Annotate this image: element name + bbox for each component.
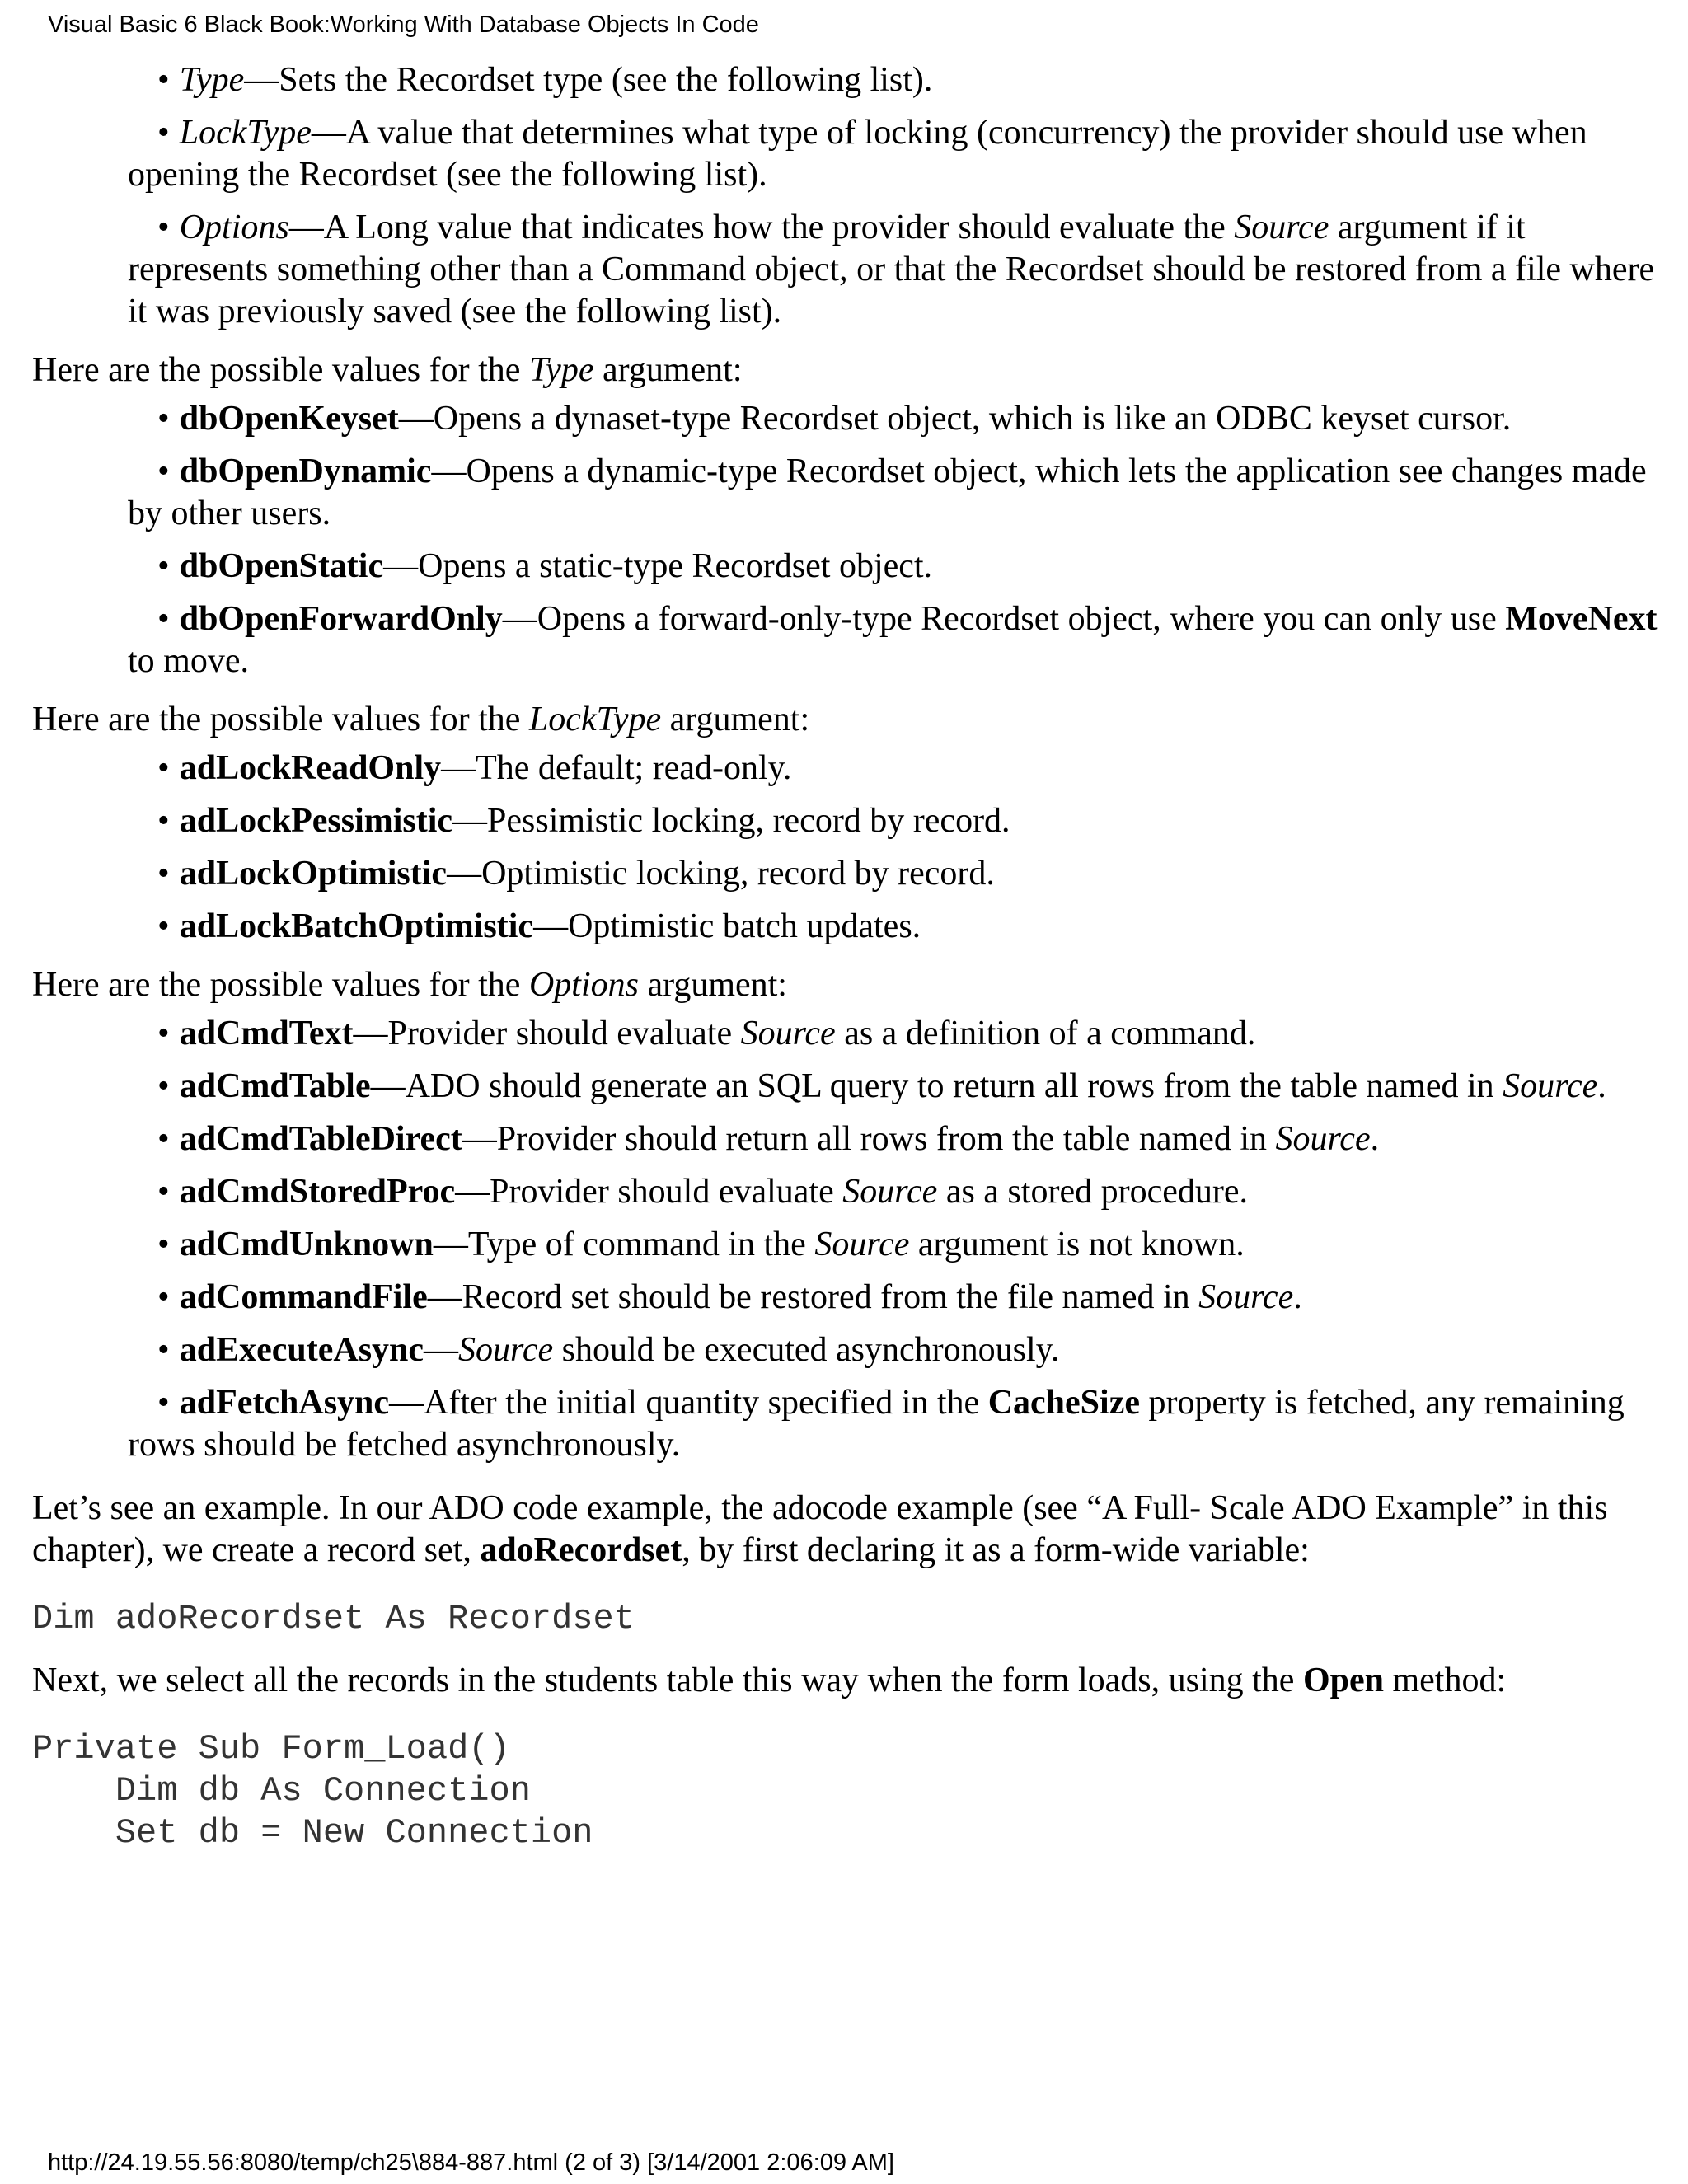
value-name: adCommandFile [179,1278,428,1316]
code-block-declaration: Dim adoRecordset As Recordset [32,1599,635,1638]
list-item: • adLockReadOnly—The default; read-only. [157,749,792,787]
code-block-form-load: Private Sub Form_Load() Dim db As Connection Set db = New Connection [32,1729,593,1853]
page-footer-url: http://24.19.55.56:8080/temp/ch25\884-887.html (2 of 3) [3/14/2001 2:06:09 AM] [48,2149,894,2176]
value-name: adExecuteAsync [179,1331,424,1369]
document-body [32,59,1660,1874]
param-term: Type [179,61,245,99]
list-item: • dbOpenDynamic—Opens a dynamic-type Recordset object, which lets the application see changes made by other users. [128,452,1647,532]
param-term: LockType [179,114,312,152]
lock-values-list [32,748,1660,948]
options-intro: Here are the possible values for the Options argument: [32,966,787,1004]
value-name: adCmdUnknown [179,1226,434,1263]
value-name: adCmdText [179,1015,354,1052]
value-name: adLockReadOnly [179,749,442,787]
bullet: • [157,114,170,152]
value-name: adLockPessimistic [179,802,453,840]
list-item: • adFetchAsync—After the initial quantity specified in the CacheSize property is fetched, any remaining rows should be fetched asynchronously. [128,1384,1625,1464]
param-term: Options [179,209,289,246]
lock-intro: Here are the possible values for the LockType argument: [32,701,810,738]
type-values-list [32,398,1660,682]
type-intro: Here are the possible values for the Type argument: [32,351,743,389]
list-item: • adLockBatchOptimistic—Optimistic batch updates. [157,907,921,945]
parameter-list [32,59,1660,333]
value-name: dbOpenDynamic [179,452,432,490]
list-item: • adCmdTableDirect—Provider should return all rows from the table named in Source. [157,1120,1380,1158]
value-name: adFetchAsync [179,1384,390,1422]
list-item: • dbOpenStatic—Opens a static-type Recordset object. [157,547,933,585]
value-name: dbOpenForwardOnly [179,600,503,638]
bullet: • [157,61,170,99]
list-item: • adCommandFile—Record set should be restored from the file named in Source. [157,1278,1302,1316]
list-item: • adCmdTable—ADO should generate an SQL query to return all rows from the table named in Source. [157,1067,1606,1105]
bullet: • [157,209,170,246]
value-name: adLockBatchOptimistic [179,907,534,945]
list-item: • adCmdStoredProc—Provider should evaluate Source as a stored procedure. [157,1173,1248,1211]
value-name: adCmdStoredProc [179,1173,456,1211]
list-item: • dbOpenKeyset—Opens a dynaset-type Recordset object, which is like an ODBC keyset cursor. [157,400,1512,438]
list-item: • adExecuteAsync—Source should be executed asynchronously. [157,1331,1060,1369]
list-item: • Type—Sets the Recordset type (see the following list). [157,61,933,99]
value-name: adLockOptimistic [179,855,448,893]
value-name: adCmdTable [179,1067,371,1105]
value-name: dbOpenKeyset [179,400,399,438]
example-paragraph: Let’s see an example. In our ADO code example, the adocode example (see “A Full- Scale ADO Example” in this chapter), we create a record set, adoRecordset, by first declaring it as a form-wide variable: [32,1489,1608,1569]
value-name: dbOpenStatic [179,547,384,585]
page-header: Visual Basic 6 Black Book:Working With Database Objects In Code [48,12,759,38]
list-item: • adCmdText—Provider should evaluate Source as a definition of a command. [157,1015,1256,1052]
next-paragraph: Next, we select all the records in the students table this way when the form loads, using the Open method: [32,1661,1507,1699]
list-item: • adLockOptimistic—Optimistic locking, record by record. [157,855,995,893]
list-item: • adLockPessimistic—Pessimistic locking, record by record. [157,802,1010,840]
list-item: • dbOpenForwardOnly—Opens a forward-only-type Recordset object, where you can only use MoveNext to move. [128,600,1658,680]
list-item: • LockType—A value that determines what type of locking (concurrency) the provider should use when opening the Recordset (see the following list). [128,114,1587,194]
options-values-list [32,1013,1660,1466]
value-name: adCmdTableDirect [179,1120,462,1158]
list-item: • adCmdUnknown—Type of command in the Source argument is not known. [157,1226,1245,1263]
list-item: • Options—A Long value that indicates how the provider should evaluate the Source argument if it represents something other than a Command object, or that the Recordset should be restored from a file where it was previously saved (see the following list). [128,209,1655,330]
